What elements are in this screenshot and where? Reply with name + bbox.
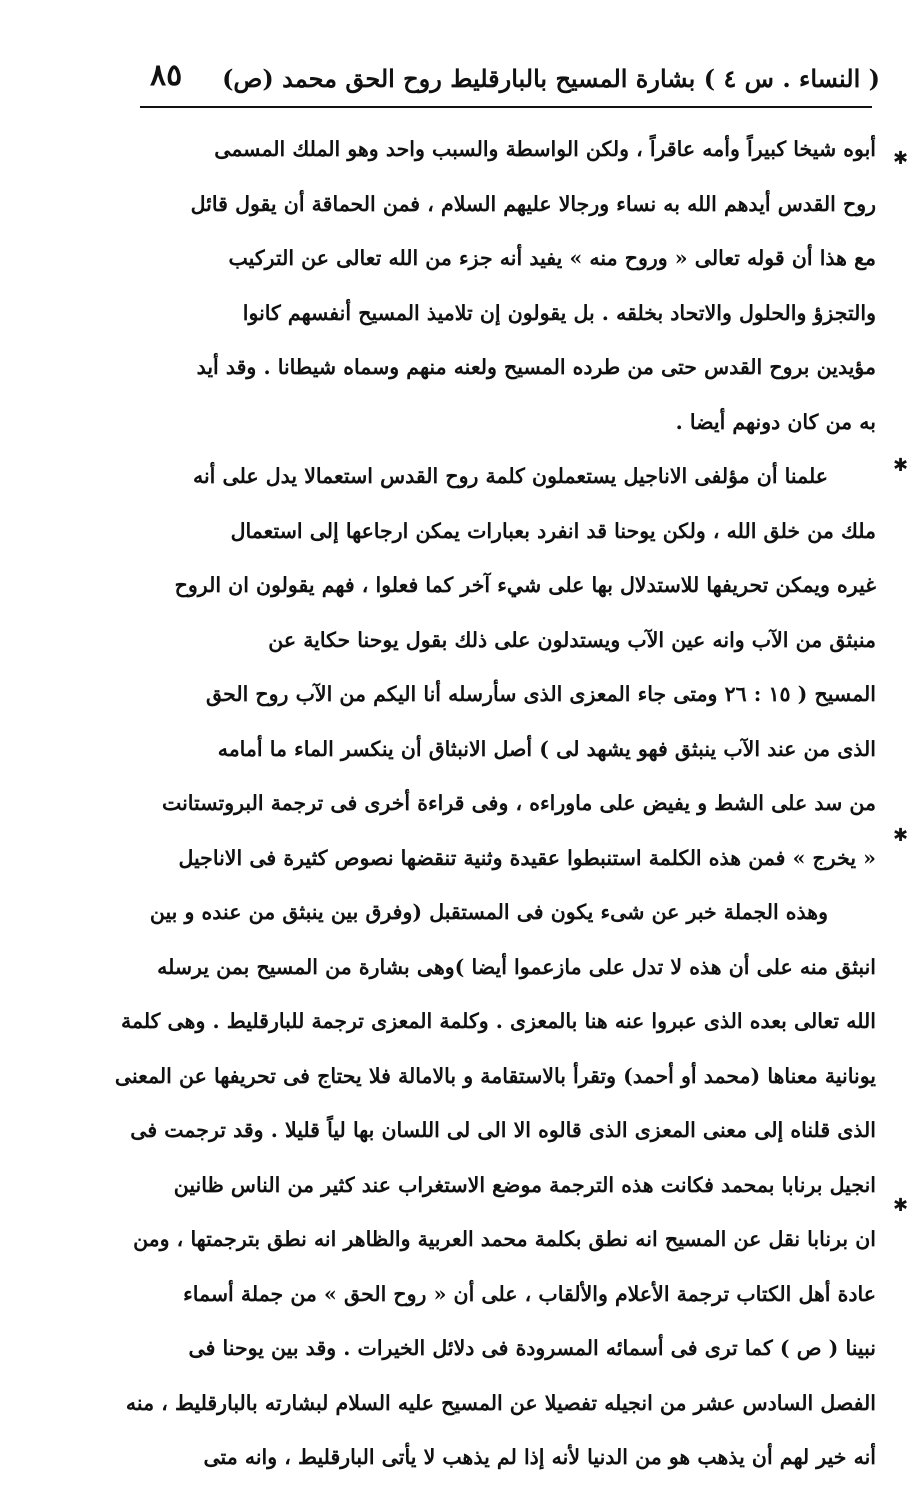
running-title: ( النساء . س ٤ ) بشارة المسيح بالبارقليط روح الحق محمد (ص) (222, 64, 880, 93)
page-number: ٨٥ (150, 58, 183, 93)
text-line: والتجزؤ والحلول والاتحاد بخلقه . بل يقولون إن تلاميذ المسيح أنفسهم كانوا (242, 300, 876, 325)
margin-ornament-icon: ✱ (893, 1195, 909, 1216)
text-line: أنه خير لهم أن يذهب هو من الدنيا لأنه إذا لم يذهب لا يأتى البارقليط ، وانه متى (203, 1445, 876, 1469)
margin-ornament-icon: ✱ (893, 825, 909, 846)
text-line: روح القدس أيدهم الله به نساء ورجالا عليهم السلام ، فمن الحماقة أن يقول قائل (190, 191, 876, 216)
body-text (108, 122, 876, 1485)
text-line: أبوه شيخا كبيراً وأمه عاقراً ، ولكن الواسطة والسبب واحد وهو الملك المسمى (214, 137, 876, 161)
text-line: غيره ويمكن تحريفها للاستدلال بها على شيء آخر كما فعلوا ، فهم يقولون ان الروح (174, 573, 876, 597)
text-line: انبثق منه على أن هذه لا تدل على مازعموا أيضا )وهى بشارة من المسيح بمن يرسله (157, 954, 876, 979)
text-line: الذى قلناه إلى معنى المعزى الذى قالوه الا الى لى اللسان بها لياً قليلا . وقد ترجمت فى (130, 1118, 876, 1142)
text-line: مؤيدين بروح القدس حتى من طرده المسيح ولعنه منهم وسماه شيطانا . وقد أيد (196, 355, 876, 379)
text-line: يونانية معناها (محمد أو أحمد) وتقرأ بالاستقامة و بالامالة فلا يحتاج فى تحريفها عن المعنى (114, 1063, 876, 1088)
page-header (100, 58, 880, 102)
text-line: ملك من خلق الله ، ولكن يوحنا قد انفرد بعبارات يمكن ارجاعها إلى استعمال (230, 518, 876, 543)
text-line: ان برنابا نقل عن المسيح انه نطق بكلمة محمد العربية والظاهر انه نطق بترجمتها ، ومن (133, 1227, 876, 1251)
text-line: انجيل برنابا بمحمد فكانت هذه الترجمة موضع الاستغراب عند كثير من الناس ظانين (173, 1172, 876, 1197)
text-line: الله تعالى بعده الذى عبروا عنه هنا بالمعزى . وكلمة المعزى ترجمة للبارقليط . وهى كلمة (121, 1009, 876, 1033)
text-line: « يخرج » فمن هذه الكلمة استنبطوا عقيدة وثنية تنقضها نصوص كثيرة فى الاناجيل (178, 845, 876, 870)
text-line: عادة أهل الكتاب ترجمة الأعلام والألقاب ، على أن « روح الحق » من جملة أسماء (183, 1281, 876, 1306)
text-line: مع هذا أن قوله تعالى « وروح منه » يفيد أنه جزء من الله تعالى عن التركيب (228, 246, 876, 270)
header-rule (140, 106, 872, 108)
margin-ornament-icon: ✱ (893, 455, 909, 476)
text-line: منبثق من الآب وانه عين الآب ويستدلون على ذلك بقول يوحنا حكاية عن (268, 627, 876, 652)
text-line: وهذه الجملة خبر عن شىء يكون فى المستقبل (وفرق بين ينبثق من عنده و بين (149, 900, 828, 924)
text-line: من سد على الشط و يفيض على ماوراءه ، وفى قراءة أخرى فى ترجمة البروتستانت (161, 791, 876, 815)
text-line: به من كان دونهم أيضا . (675, 409, 876, 434)
margin-ornament-icon: ✱ (893, 148, 909, 169)
text-line: نبينا ( ص ) كما ترى فى أسمائه المسرودة فى دلائل الخيرات . وقد بين يوحنا فى (188, 1336, 876, 1360)
text-line: الفصل السادس عشر من انجيله تفصيلا عن المسيح عليه السلام لبشارته بالبارقليط ، منه (125, 1390, 876, 1415)
text-line: المسيح ( ١٥ : ٢٦ ومتى جاء المعزى الذى سأرسله أنا اليكم من الآب روح الحق (206, 682, 876, 706)
text-line: علمنا أن مؤلفى الاناجيل يستعملون كلمة روح القدس استعمالا يدل على أنه (192, 464, 828, 488)
text-line: الذى من عند الآب ينبثق فهو يشهد لى ) أصل الانبثاق أن ينكسر الماء ما أمامه (217, 736, 876, 761)
